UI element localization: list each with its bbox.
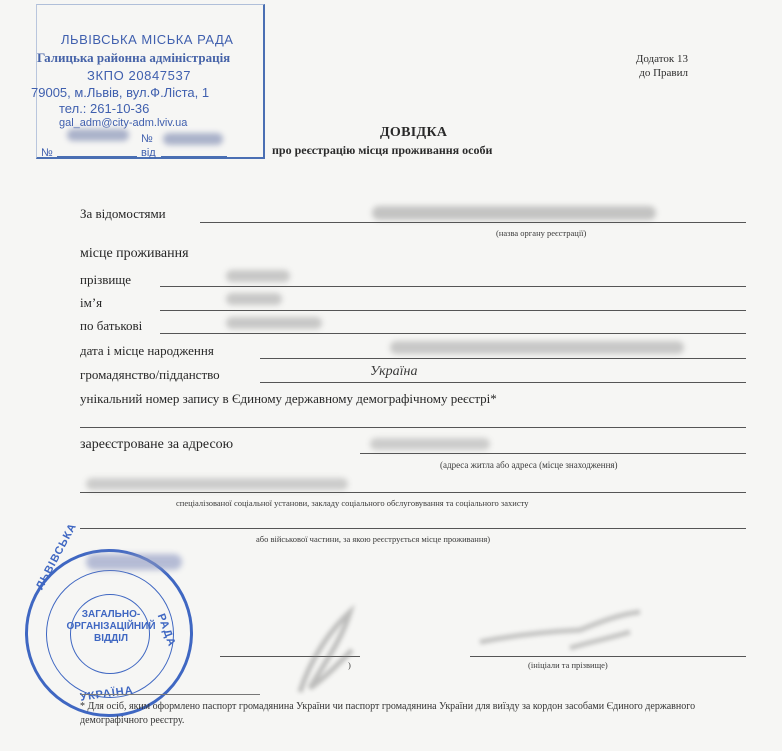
document-subtitle: про реєстрацію місця проживання особи	[272, 143, 493, 157]
redacted-address-line	[86, 478, 348, 490]
hint-initials-surname: (ініціали та прізвище)	[528, 660, 608, 670]
hint-institution: спеціалізованої соціальної установи, закладу соціального обслуговування та соціального захисту	[176, 498, 529, 508]
redacted-birth-date-place	[390, 341, 684, 354]
citizenship-value: Україна	[370, 364, 418, 379]
stamp-administration-name: Галицька районна адміністрація	[37, 50, 231, 65]
stamp-email: gal_adm@city-adm.lviv.ua	[59, 117, 188, 129]
stamp-code: ЗКПО 20847537	[87, 68, 192, 83]
stamp-council-name: ЛЬВІВСЬКА МІСЬКА РАДА	[61, 32, 234, 47]
header-stamp	[31, 4, 265, 159]
label-according-to: За відомостями	[80, 206, 166, 221]
hint-military-unit: або військової частини, за якою реєструється місце проживання)	[256, 534, 491, 544]
label-birth-date-place: дата і місце народження	[80, 343, 214, 358]
hint-address: (адреса житла або адреса (місце знаходження)	[440, 460, 618, 470]
redacted-surname	[226, 270, 290, 282]
redacted-registration-body	[372, 206, 656, 220]
stamp-center-line-3: ВІДДІЛ	[93, 633, 129, 644]
redacted-number	[67, 129, 129, 141]
label-patronymic: по батькові	[80, 318, 143, 333]
label-citizenship: громадянство/підданство	[80, 367, 220, 382]
label-residence-place: місце проживання	[80, 246, 189, 261]
redacted-address-part	[370, 438, 490, 450]
label-registered-at: зареєстроване за адресою	[80, 437, 234, 452]
stamp-center-line-2: ОРГАНІЗАЦІЙНИЙ	[66, 621, 156, 632]
label-surname: прізвище	[80, 272, 132, 287]
footnote: * Для осіб, яким оформлено паспорт громадянина України чи паспорт громадянина України для виїзду за кордон засобами Єдиного державного демографічного реєстру.	[80, 701, 696, 726]
stamp-center-line-1: ЗАГАЛЬНО-	[81, 609, 141, 620]
stamp-address: 79005, м.Львів, вул.Ф.Ліста, 1	[31, 85, 210, 100]
hint-registration-body: (назва органу реєстрації)	[496, 228, 587, 238]
stamp-number-mark: №	[141, 133, 153, 145]
stamp-arc-right: РАДА	[154, 612, 178, 649]
appendix-block	[600, 52, 688, 80]
stamp-number-mark-2: №	[41, 147, 53, 159]
redacted-date	[163, 133, 223, 145]
redacted-name	[226, 293, 282, 305]
redacted-patronymic	[226, 317, 322, 329]
document-title: ДОВІДКА	[380, 125, 448, 140]
stamp-phone: тел.: 261-10-36	[59, 101, 150, 116]
stamp-center-text	[52, 609, 170, 645]
redacted-stamp-top	[86, 554, 182, 570]
signature-hint-close: )	[348, 660, 351, 670]
signature-scribble-left	[280, 600, 380, 700]
stamp-arc-left: ЛЬВІВСЬКА	[34, 520, 80, 592]
stamp-arc-bottom: УКРАЇНА	[79, 684, 135, 704]
round-stamp	[25, 520, 193, 717]
signature-scribble-right	[470, 602, 660, 662]
appendix-line-1: Додаток 13	[635, 53, 688, 65]
label-name: ім’я	[80, 295, 103, 310]
stamp-date-label: від	[141, 147, 156, 159]
appendix-line-2: до Правил	[639, 67, 688, 79]
label-unique-record-number: унікальний номер запису в Єдиному державному демографічному реєстрі*	[80, 391, 497, 406]
